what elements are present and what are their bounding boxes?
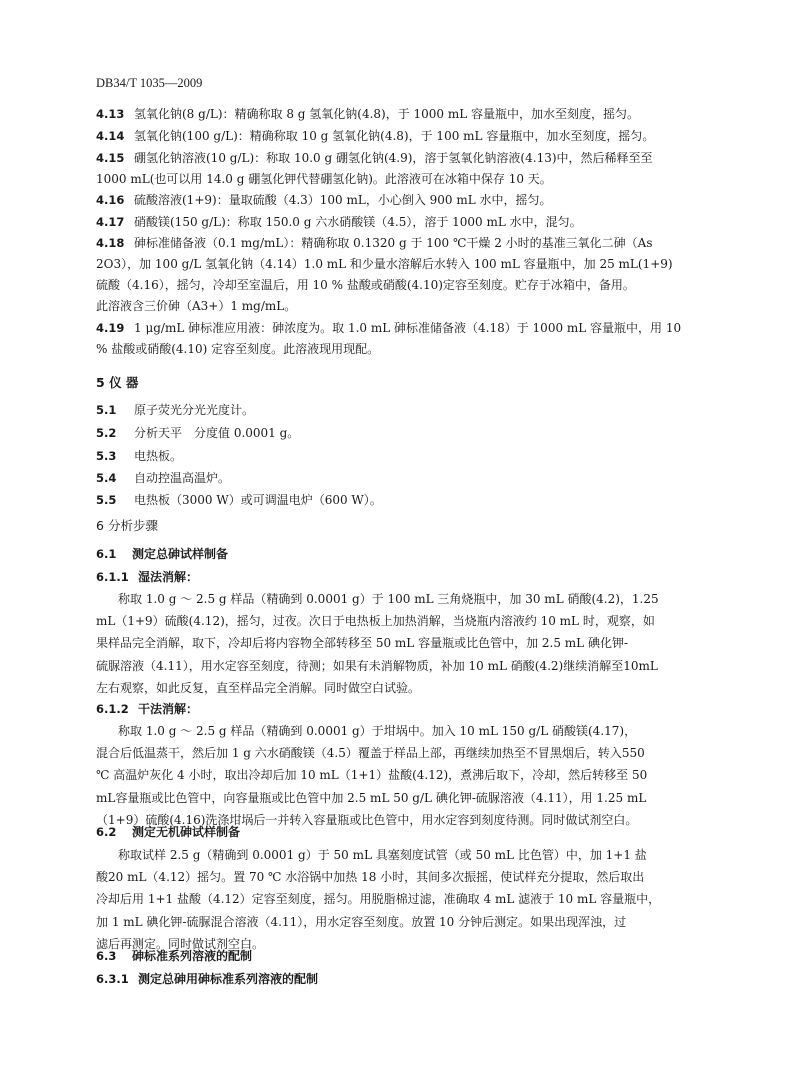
inorganic-arsenic-paragraph-line: 酸20 mL（4.12）摇匀。置 70 ℃ 水浴锅中加热 18 小时，其间多次振摇，使试样充分提取，然后取出 — [96, 870, 645, 885]
clause-text: 分析天平 分度值 0.0001 g。 — [134, 426, 300, 440]
dry-digestion-paragraph-line: ℃ 高温炉灰化 4 小时，取出冷却后加 10 mL（1+1）盐酸(4.12)，煮沸后取下，冷却，然后转移至 50 — [96, 768, 648, 783]
clause-5-4 — [96, 468, 736, 488]
subsection-number: 6.2 — [96, 825, 117, 839]
subsection-title: 干法消解： — [138, 702, 199, 716]
section-title: 仪 器 — [109, 375, 139, 390]
clause-text: 电热板（3000 W）或可调温电炉（600 W）。 — [134, 493, 382, 507]
clause-number: 4.19 — [96, 321, 125, 335]
inorganic-arsenic-paragraph-line: 称取试样 2.5 g（精确到 0.0001 g）于 50 mL 具塞刻度试管（或 50 mL 比色管）中，加 1+1 盐 — [118, 848, 647, 862]
subsection-6-1-1 — [96, 567, 736, 587]
clause-number: 4.14 — [96, 129, 125, 143]
clause-number: 5.2 — [96, 426, 117, 440]
dry-digestion-paragraph-line: （1+9）硫酸(4.16)洗涤坩埚后一并转入容量瓶或比色管中，用水定容到刻度待测。同时做试剂空白。 — [96, 812, 638, 827]
clause-4-19-line — [96, 339, 736, 359]
clause-text: 硫酸溶液(1+9)：量取硫酸（4.3）100 mL，小心倒入 900 mL 水中，摇匀。 — [134, 193, 552, 207]
clause-number: 5.4 — [96, 471, 117, 485]
dry-digestion-paragraph-line: mL容量瓶或比色管中，向容量瓶或比色管中加 2.5 mL 50 g/L 碘化钾-硫脲溶液（4.11），用 1.25 mL — [96, 790, 647, 805]
clause-4-15-line — [96, 148, 736, 168]
subsection-number: 6.3 — [96, 949, 117, 963]
clause-number: 4.16 — [96, 193, 125, 207]
clause-5-3 — [96, 446, 736, 466]
subsection-6-3-1 — [96, 969, 736, 989]
subsection-title: 砷标准系列溶液的配制 — [132, 949, 253, 963]
section-number: 5 — [96, 375, 110, 390]
subsection-6-1-2 — [96, 699, 736, 719]
dry-digestion-paragraph-line: 混合后低温蒸干，然后加 1 g 六水硝酸镁（4.5）覆盖于样品上部，再继续加热至不冒黑烟后，转入550 — [96, 746, 645, 761]
wet-digestion-paragraph-line: 左右观察，如此反复，直至样品完全消解。同时做空白试验。 — [96, 680, 421, 695]
section-heading — [96, 516, 736, 536]
subsection-number: 6.1.2 — [96, 702, 129, 716]
subsection-title: 测定总砷用砷标准系列溶液的配制 — [138, 972, 319, 986]
clause-text: 砷标准储备液（0.1 mg/mL）：精确称取 0.1320 g 于 100 ℃干燥 2 小时的基准三氧化二砷（As — [134, 236, 653, 250]
clause-text: 原子荧光分光光度计。 — [134, 403, 255, 417]
subsection-title: 测定总砷试样制备 — [132, 547, 229, 561]
clause-4-16-line — [96, 190, 736, 210]
clause-text: 硫酸（4.16），摇匀，冷却至室温后，用 10 % 盐酸或硝酸(4.10)定容至刻度。贮存于冰箱中，备用。 — [96, 278, 635, 292]
standard-code-header: DB34/T 1035—2009 — [96, 76, 203, 90]
clause-text: 硼氢化钠溶液(10 g/L)：称取 10.0 g 硼氢化钠(4.9)，溶于氢氧化钠溶液(4.13)中，然后稀释至至 — [134, 151, 653, 165]
inorganic-arsenic-paragraph-line: 加 1 mL 碘化钾-硫脲混合溶液（4.11），用水定容至刻度。放置 10 分钟后测定。如果出现浑浊，过 — [96, 914, 627, 929]
clause-text: 此溶液含三价砷（A3+）1 mg/mL。 — [96, 299, 297, 313]
clause-number: 4.13 — [96, 107, 125, 121]
dry-digestion-paragraph-line: 称取 1.0 g ～ 2.5 g 样品（精确到 0.0001 g）于坩埚中。加入 10 mL 150 g/L 硝酸镁(4.17)， — [118, 724, 637, 738]
subsection-number: 6.1.1 — [96, 570, 129, 584]
clause-number: 5.3 — [96, 449, 117, 463]
wet-digestion-paragraph-line: mL（1+9）硫酸(4.12)，摇匀，过夜。次日于电热板上加热消解，当烧瓶内溶液约 10 mL 时，观察，如 — [96, 614, 655, 629]
clause-4-18-line — [96, 275, 736, 295]
clause-number: 4.15 — [96, 151, 125, 165]
clause-4-19-line — [96, 318, 736, 338]
wet-digestion-paragraph-line: 硫脲溶液（4.11），用水定容至刻度，待测；如果有未消解物质，补加 10 mL 硝酸(4.2)继续消解至10mL — [96, 658, 658, 673]
section-heading — [96, 373, 736, 393]
clause-4-13-line — [96, 104, 736, 124]
subsection-6-2 — [96, 822, 736, 842]
inorganic-arsenic-paragraph-line: 冷却后用 1+1 盐酸（4.12）定容至刻度，摇匀。用脱脂棉过滤，准确取 4 mL 滤液于 10 mL 容量瓶中， — [96, 892, 661, 907]
clause-5-2 — [96, 423, 736, 443]
clause-4-18-line — [96, 296, 736, 316]
clause-text: 硝酸镁(150 g/L)：称取 150.0 g 六水硝酸镁（4.5），溶于 1000 mL 水中，混匀。 — [134, 215, 582, 229]
clause-4-17-line — [96, 212, 736, 232]
clause-text: 1000 mL(也可以用 14.0 g 硼氢化钾代替硼氢化钠)。此溶液可在冰箱中保存 10 天。 — [96, 172, 552, 186]
section-title: 分析步骤 — [107, 518, 158, 533]
clause-text: 1 μg/mL 砷标准应用液：砷浓度为。取 1.0 mL 砷标准储备液（4.18）于 1000 mL 容量瓶中，用 10 — [134, 321, 682, 335]
clause-number: 5.1 — [96, 403, 117, 417]
subsection-number: 6.3.1 — [96, 972, 129, 986]
wet-digestion-paragraph-line: 果样品完全消解，取下，冷却后将内容物全部转移至 50 mL 容量瓶或比色管中，加 2.5 mL 碘化钾- — [96, 636, 628, 651]
subsection-title: 湿法消解： — [138, 570, 199, 584]
clause-4-14-line — [96, 126, 736, 146]
clause-5-1 — [96, 400, 736, 420]
clause-5-5 — [96, 490, 736, 510]
clause-text: 氢氧化钠(8 g/L)：精确称取 8 g 氢氧化钠(4.8)，于 1000 mL 容量瓶中，加水至刻度，摇匀。 — [134, 107, 640, 121]
clause-number: 4.18 — [96, 236, 125, 250]
clause-text: 氢氧化钠(100 g/L)：精确称取 10 g 氢氧化钠(4.8)，于 100 mL 容量瓶中，加水至刻度，摇匀。 — [134, 129, 655, 143]
subsection-title: 测定无机砷试样制备 — [132, 825, 241, 839]
clause-text: 自动控温高温炉。 — [134, 471, 231, 485]
clause-4-15-line — [96, 169, 736, 189]
subsection-6-3 — [96, 946, 736, 966]
clause-text: 2O3），加 100 g/L 氢氧化钠（4.14）1.0 mL 和少量水溶解后水转入 100 mL 容量瓶中，加 25 mL(1+9) — [96, 257, 673, 271]
inorganic-arsenic-paragraph-line: 滤后再测定。同时做试剂空白。 — [96, 936, 265, 951]
clause-number: 5.5 — [96, 493, 117, 507]
clause-text: 电热板。 — [134, 449, 183, 463]
section-number: 6 — [96, 518, 108, 533]
clause-number: 4.17 — [96, 215, 125, 229]
subsection-number: 6.1 — [96, 547, 117, 561]
subsection-6-1 — [96, 544, 736, 564]
clause-text: % 盐酸或硝酸(4.10) 定容至刻度。此溶液现用现配。 — [96, 342, 380, 356]
clause-4-18-line — [96, 233, 736, 253]
wet-digestion-paragraph-line: 称取 1.0 g ～ 2.5 g 样品（精确到 0.0001 g）于 100 mL 三角烧瓶中，加 30 mL 硝酸(4.2)，1.25 — [118, 592, 659, 606]
clause-4-18-line — [96, 254, 736, 274]
